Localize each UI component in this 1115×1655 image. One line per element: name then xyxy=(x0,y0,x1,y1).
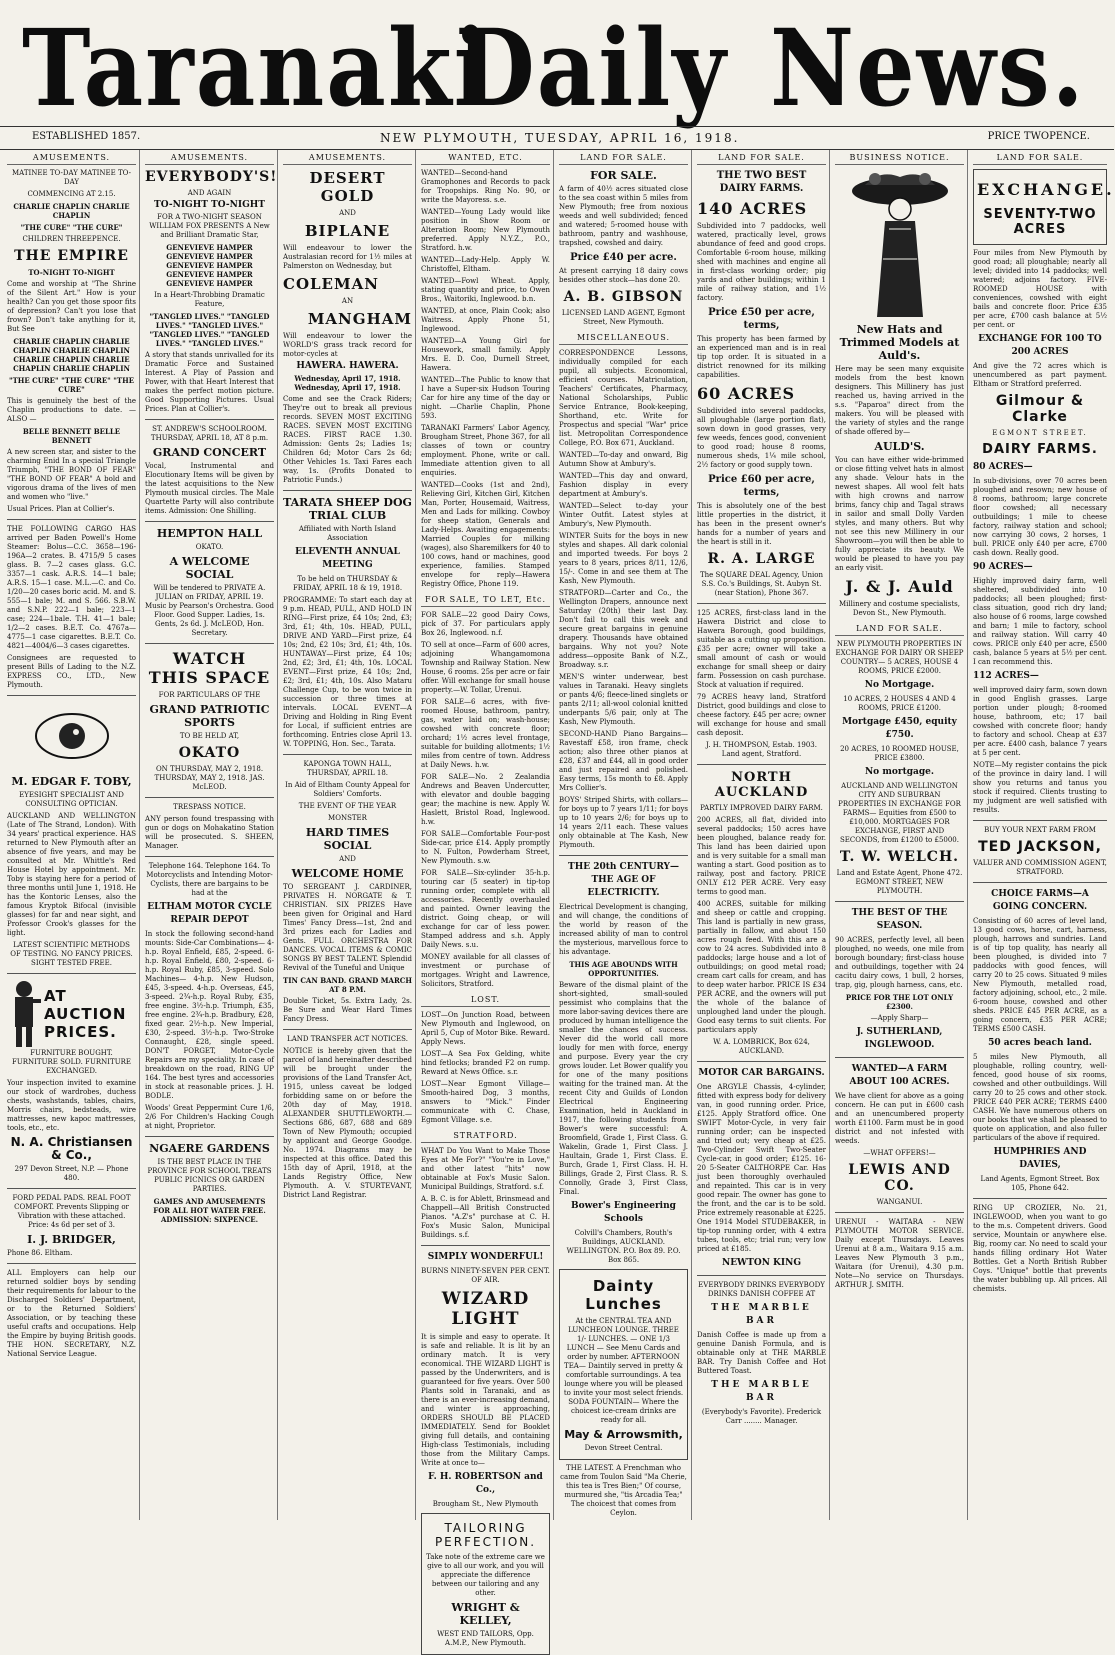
classified-ad: FOR SALE—22 good Dairy Cows, pick of 37. For particulars apply Box 26, Inglewood. n.f. xyxy=(421,611,550,637)
column-7 xyxy=(832,150,968,1520)
classified-ad: SECOND-HAND Piano Bargains—Ravestaff £58, iron frame, check action; also three other pianos at £28, £37 and £44, all in good order and just repaired and polished. Easy terms, 15s month to £8. Apply Mrs Collier's. xyxy=(559,730,688,792)
ad-heading: N. A. Christiansen & Co., xyxy=(10,1135,133,1162)
classified-ad: LOST—On Junction Road, between New Plymouth and Inglewood, on April 5, Cup of Motor Bike. Reward. Apply News. xyxy=(421,1011,550,1046)
masthead-word-taranaki: Taranaki xyxy=(22,6,491,131)
ad-heading: GRAND CONCERT xyxy=(152,446,267,459)
ad-heading: EXCHANGE. xyxy=(977,180,1115,199)
ad-text: PROGRAMME: To start each day at 9 p.m. HEAD, PULL, AND HOLD IN RING—First prize, £4 10s; 2nd, £3; 3rd, £1; 4th, 10s. HEAD, PULL, DRIVE AND YARD—First prize, £4 10s; 2nd, £2 10s; 3rd, £1; 4th, 10s. HUNTAWAY—First prize, £4 10s; 2nd, £2; 3rd, £1; 4th, 10s. LOCAL EVENT—First prize, £4 10s; 2nd, £2; 3rd, £1; 4th, 10s. Also Mataru Challenge Cup, to be won twice in succession or three times at intervals. LOCAL EVENT—A Driving and Holding in Ring Event for Local, if sufficient entries are forthcoming. Entries close April 13. W. TOPPING, Hon. Sec., Tarata. xyxy=(283,596,412,748)
ad-text: THE FOLLOWING CARGO HAS arrived per Baden Powell's Home Steamer: Bolus—C.C. 3658—196-196A—2 crates. B. 4715/9 5 cases glass. B. 7—2 cases glass. G.C. 3357—1 cask. A.R.S. 14—1 bale; A.R.S. 15—1 case. M.L.—C. and Co. 1/20—20 cases boric acid. M. and S. 555—1 bale; M. and S. 566. S.B.W. and S.N.P. 222—1 bale; 223—1 case; 224—1bale. T.H. 41—1 bale; 1/2—2 cases. B.E.T. Co. 4767a—4775—1 case cigarettes. B.E.T. Co. 4821—4004/6—3 cases cigarettes. xyxy=(7,525,136,650)
ad-text: ANY person found trespassing with gun or dogs on Mohakatino Station will be prosecuted. S. SHEEN, Manager. xyxy=(145,815,274,850)
column-6 xyxy=(694,150,830,1520)
ad-text: TO-NIGHT TO-NIGHT xyxy=(154,200,265,210)
ad-text: Millinery and costume specialists, Devon St., New Plymouth. xyxy=(839,600,960,617)
ad-text: Electrical Development is changing, and will change, the conditions of the world by reason of the increased ability of man to control the mysterious, marvellous force to his advantage. xyxy=(559,903,688,956)
ad-text: FURNITURE BOUGHT. FURNITURE SOLD. FURNITURE EXCHANGED. xyxy=(12,1049,131,1075)
classified-ad: MEN'S winter underwear, best values in Taranaki. Heavy singlets or pants 4/6; fleece-lined singlets or pants 2/11; all-wool colonial knitted underpants 5/6 pair, only at The Kash, New Plymouth. xyxy=(559,673,688,726)
section-heading: MISCELLANEOUS. xyxy=(559,330,688,345)
ad-text: CHARLIE CHAPLIN CHARLIE CHAPLIN CHARLIE CHAPLIN CHARLIE CHAPLIN CHARLIE CHAPLIN CHARLIE CHAPLIN xyxy=(13,337,130,373)
classified-ad: WANTED—Cooks (1st and 2nd), Relieving Girl, Kitchen Girl, Kitchen Man, Porter, Housemaid, Waitress, Men and Lads for milking. Cowboy for sheep station, Generals and Lady-Helps. Awaiting engagements: Married Couples for milking (wages), also Sharemilkers for 40 to 100 cows, hand or machines, good experience, families. Stamped envelope for reply—Hawera Registry Office, Phone 119. xyxy=(421,481,550,588)
ad-text: Affiliated with North Island Association xyxy=(298,525,397,542)
ad-text: And give the 72 acres which is unencumbered as part payment. Eltham or Stratford preferred. xyxy=(973,362,1107,388)
ad-heading: Price £60 per acre, terms, xyxy=(708,474,815,498)
ad-text: Colvill's Chambers, Routh's Buildings, AUCKLAND. WELLINGTON. P.O. Box 89. P.O. Box 865. xyxy=(566,1229,681,1264)
columns xyxy=(4,150,1115,1647)
ad-text: 5 miles New Plymouth, all ploughable, rolling country, well-fenced, good house of six rooms, cowshed and other outbuildings. Will carry 20 to 25 cows and other stock. PRICE £40 PER ACRE; TERMS £400 CASH. We have numerous others on our books that we shall be pleased to quote on application, and also fuller particulars of the above if required. xyxy=(973,1053,1107,1142)
ad-text: RING UP CROZIER, No. 21, INGLEWOOD, when you want to go to the m.s. Competent drivers. Good service, Mountain or anywhere else. Big, roomy car. No need to scald your hands filling ordinary Hot Water Bottles. Get a North British Rubber Coys. "Unique" bottle that prevents the water bubbling up. All prices. All chemists. xyxy=(973,1204,1107,1293)
ad-text: One ARGYLE Chassis, 4-cylinder, fitted with express body for delivery van, in good running order. Price, £125. Apply Stratford office. One SWIFT Motor-Cycle, in very fair running order; can be inspected and tried out; very cheap at £25. Two-Cylinder Swift Two-Seater Cycle-car, in good order; £125. 16-20 5-Seater CALTHORPE Car. Has just been thoroughly overhauled and repainted. This car is in very good repair. The owner has gone to the front, and the car is to be sold. Price extremely reasonable at £225. One 1914 Model STUDEBAKER, in tip-top running order, with 4 extra tubes, tools, etc; trial run; very low priced at £185. xyxy=(697,1083,826,1253)
classified-ad: TO sell at once—Farm of 600 acres, adjoining Whangamomona Township and Railway Station. New House, 6 rooms. 25s per acre or fair offer. Will exchange for small house property.—W. Tollar, Urenui. xyxy=(421,641,551,694)
ad-heading: LEWIS AND CO. xyxy=(848,1162,951,1194)
ad-text: Consignees are requested to present Bills of Lading to the N.Z. EXPRESS CO., LTD., New Plymouth. xyxy=(7,654,136,689)
ad-heading: THE BEST OF THE SEASON. xyxy=(851,908,948,931)
ad-text: —WHAT OFFERS!— xyxy=(863,1149,936,1157)
ad-text: AND xyxy=(339,855,356,863)
divider xyxy=(7,695,136,696)
ad-heading: NEWTON KING xyxy=(721,1258,802,1268)
section-heading: LAND FOR SALE. xyxy=(835,621,964,636)
ad-text: Highly improved dairy farm, well sheltered, subdivided into 10 paddocks; all been ploughed; first-class situation, good rich dry land; also house of 6 rooms, large cowshed and barn; 1 mile to factory, school and railway station. Will carry 40 cows. PRICE only £40 per acre, £500 cash, balance 5 years at 5½ per cent. I can recommend this. xyxy=(973,577,1107,666)
ad-heading: EVERYBODY'S! xyxy=(145,169,278,185)
ad-text: well improved dairy farm, sown down in good English grasses. Large portion under plough; 8-roomed house, bathroom, etc; 17 bail cowshed with concrete floor; handy to factory and school. Cheap at £37 per acre. £400 cash, balance 7 years at 5 per cent. xyxy=(973,686,1107,757)
dateline xyxy=(0,126,1114,150)
ad-text: You can have either wide-brimmed or close fitting velvet hats in almost any shade. Velour hats in the newest shapes. All wool felt hats with high crowns and narrow brims, fancy chip and Tagal straws in sailor and small Dolly Varden styles, and many others. But why not see this new Millinery in our Showroom—you will then be able to fully appreciate its beauty. We would be pleased to have you pay an early visit. xyxy=(835,456,964,572)
ad-heading: CHOICE FARMS—A GOING CONCERN. xyxy=(991,889,1089,912)
ad-text: TO SERGEANT J. CARDINER, PRIVATES H. NORGATE & T. CHRISTIAN. SIX PRIZES Have been given for Original and Hard Times' Fancy Dress—1st, 2nd and 3rd prizes each for Ladies and Gents. FULL ORCHESTRA FOR DANCES. VOCAL ITEMS & COMIC SONGS BY BEST TALENT. Splendid Revival of the Tuneful and Unique xyxy=(283,883,412,972)
classified-ad: WANTED—Select to-day your Winter Outfit. Latest styles at Ambury's, New Plymouth. xyxy=(559,502,688,528)
classified-ad: FOR SALE—6 acres, with five-roomed House, bathroom, pantry, gas, water laid on; wash-house; cowshed with concrete floor; orchard; 1½ acres level frontage, suitable for building allotments; 1½ miles from centre of town. Address at Daily News. h.w. xyxy=(421,698,550,769)
ad-text: COMMENCING AT 2.15. xyxy=(27,190,116,198)
ad-text: 10 ACRES, 2 HOUSES 4 AND 4 ROOMS, PRICE £1200. xyxy=(843,695,956,712)
ad-text: EYESIGHT SPECIALIST AND CONSULTING OPTICIAN. xyxy=(19,791,124,808)
exchange-ad xyxy=(973,169,1115,245)
ad-heading: TARATA SHEEP DOG TRIAL CLUB xyxy=(283,496,412,522)
ad-heading: Dainty Lunches xyxy=(585,1277,662,1313)
ad-text: CHILDREN THREEPENCE. xyxy=(22,235,121,243)
divider xyxy=(145,1136,274,1137)
ad-text: CHARLIE CHAPLIN CHARLIE CHAPLIN xyxy=(13,202,130,220)
masthead-word-daily: Daily xyxy=(455,6,728,131)
column-4 xyxy=(418,150,554,1647)
classified-ad: WINTER Suits for the boys in new styles and shapes. All dark colonial and imported tweeds. For boys 2 years to 8 years, prices 8/11, 12/6, 15/-. Come in and see them at The Kash, New Plymouth. xyxy=(559,532,688,585)
ad-text: The SQUARE DEAL Agency, Union S.S. Co.'s Buildings, St. Aubyn St. (near Station), Phone 367. xyxy=(699,571,824,597)
ad-text: GAMES AND AMUSEMENTS FOR ALL HOT WATER FREE. ADMISSION: SIXPENCE. xyxy=(153,1197,266,1224)
divider xyxy=(973,882,1107,883)
ad-text: Beware of the dismal plaint of the short-sighted, small-souled pessimist who complains that the more labor-saving devices there are produced by human intelligence the smaller the chances of success. Never did the world call more loudly for men with force, energy and purpose. Every year the cry grows louder. Let Bower qualify you for one of the many positions waiting for the trained man. At the recent City and Guilds of London Electrical Engineering Examination, held in Auckland in 1917, the following students from Bower's were successful: A. Broomfield, Grade 1, First Class. G. Wakelin, Grade 1, First Class. J. Haultain, Grade 1, First Class. E. Burch, Grade 1, First Class. H. H. Billings, Grade 2, First Class. R. S. Connolly, Grade 3, First Class, Final. xyxy=(559,981,688,1196)
ad-text: URENUI - WAITARA - NEW PLYMOUTH MOTOR SERVICE. Daily except Thursdays. Leaves Urenui at 8 a.m., Waitara 9.15 a.m. Leaves New Plymouth 3 p.m., Waitara (for Urenui), 4.30 p.m. Note—No service on Thursdays. ARTHUR J. SMITH. xyxy=(835,1218,964,1289)
divider xyxy=(7,1188,136,1189)
ad-heading: 112 ACRES— xyxy=(973,671,1039,681)
ad-heading: New Hats and Trimmed Models at Auld's. xyxy=(839,323,960,362)
ad-text: OKATO. xyxy=(195,543,224,551)
ad-heading: A. B. GIBSON xyxy=(563,289,684,305)
ad-heading: FOR SALE. xyxy=(590,169,657,182)
classified-ad: BOYS' Striped Shirts, with collars—for boys up to 7 years 1/11; for boys up to 10 years 2/6; for boys up to 14 years 2/11 each. These values only obtainable at The Kash, New Plymouth. xyxy=(559,796,688,849)
ad-text: 297 Devon Street, N.P. — Phone 480. xyxy=(14,1165,129,1182)
divider xyxy=(421,1245,550,1246)
ad-text: BURNS NINETY-SEVEN PER CENT. OF AIR. xyxy=(421,1267,550,1284)
ad-text: MONSTER xyxy=(328,814,367,822)
classified-ad: WHAT Do You Want to Make Those Eyes at Me For?" "You're in Love," and other latest "hits" now obtainable at Fox's Music Salon. Municipal Buildings, Stratford. s.f. xyxy=(421,1147,550,1191)
ad-text: Take note of the extreme care we give to all our work, and you will appreciate the difference between our tailoring and any other. xyxy=(426,1553,545,1597)
ad-heading: ELTHAM MOTOR CYCLE REPAIR DEPOT xyxy=(147,902,272,925)
ad-text: Come and see the Crack Riders; They're out to break all previous records. SEVEN MOST EXCITING RACES. SEVEN MOST EXCITING RACES. FIRST RACE 1.30. Admission: Gents 2s; Ladies 1s; Children 6d; Motor Cars 2s 6d; Other Vehicles 1s. Taxi Fares each way, 1s. (Profits Donated to Patriotic Funds.) xyxy=(283,395,412,484)
ad-text: A new screen star, and sister to the charming Enid In a special Triangle Triumph, "THE BOND OF FEAR" "THE BOND OF FEAR" A bold and vigorous drama of the lives of men and women who "live." xyxy=(7,448,136,501)
divider xyxy=(973,820,1107,821)
divider xyxy=(7,519,136,520)
ad-heading: HEMPTON HALL xyxy=(156,527,263,540)
column-heading: LAND FOR SALE. xyxy=(697,150,826,165)
ad-text: This is genuinely the best of the Chaplin productions to date. — ALSO — xyxy=(7,397,136,423)
ad-heading: COLEMAN xyxy=(283,275,379,293)
ad-heading: THE EMPIRE xyxy=(14,248,129,264)
optician-eye-illustration xyxy=(32,701,112,771)
ad-heading: WRIGHT & KELLEY, xyxy=(451,1601,520,1627)
column-1 xyxy=(4,150,140,1520)
ad-heading: Gilmour & Clarke xyxy=(995,393,1085,425)
classified-ad: WANTED—Young Lady would like position in Show Room or Alteration Room; New Plymouth preferred. Apply N.Y.Z., P.O., Stratford. h.w. xyxy=(421,208,550,252)
ad-text: In stock the following second-hand mounts: Side-Car Combinations— 4-h.p. Royal Enfield, £85, 2-speed. 6-h.p. Royal Enfield, £80, 2-speed. 6-h.p. Royal Ruby, £85, 3-speed. Solo Machines— 4-h.p. New Hudson, £45, 3-speed. 4-h.p. Overseas, £45, 3-speed. 2¾-h.p. Royal Ruby, £35, free engine. 3½-h.p. Triumph, £35, free engine. 2¾-h.p. Bradbury, £28, fixed gear. 2½-h.p. New Imperial, £30, 2-speed. 3½-h.p. Two-Stroke Connaught, £28, single speed. DON'T FORGET, Motor-Cycle Repairs are my speciality. In case of breakdown on the road, RING UP 164. The best tyres and accessories in stock at reasonable prices. J. H. BODLE. xyxy=(145,930,275,1100)
millinery-lady-illustration xyxy=(845,169,955,319)
ad-heading: T. W. WELCH. xyxy=(839,849,960,865)
divider xyxy=(973,1198,1107,1199)
ad-text: Danish Coffee is made up from a genuine Danish Formula, and is obtainable only at THE MARBLE BAR. Try Danish Coffee and Hot Buttered Toast. xyxy=(697,1331,826,1375)
ad-text: AUCKLAND AND WELLINGTON (Late of The Strand, London). With 34 years' practical experience. HAS returned to New Plymouth after an absence of five years, and may be consulted at Mr. Whittle's Red House Hotel by appointment. Mr. Toby is staying here for a period of three months until June 1, 1918. He has the Kontoric Lenses, also the famous Kryptok Bifocal (invisible glasses) for far and near sight, and Professor Crook's glasses for the light. xyxy=(7,812,136,937)
ad-text: Vocal, Instrumental and Elocutionary Items will be given by the latest acquisitions to the New Plymouth musical circles. The Male Quartette Party will also contribute items. Admission: One Shilling. xyxy=(145,462,274,515)
ad-heading: 140 ACRES xyxy=(697,199,808,218)
classified-ad: WANTED, at once, Plain Cook; also Waitress. Apply Phone 51, Inglewood. xyxy=(421,307,550,333)
ad-text: Land and Estate Agent, Phone 472. EGMONT STREET, NEW PLYMOUTH. xyxy=(836,869,963,895)
classified-ad: MONEY available for all classes of investment or purchase of mortgages. Wright and Lawrence, Solicitors, Stratford. xyxy=(421,953,550,988)
ad-text: HAWERA. HAWERA. xyxy=(296,361,399,371)
divider xyxy=(835,901,964,902)
ad-text: At the CENTRAL TEA AND LUNCHEON LOUNGE. THREE 1/- LUNCHES. — ONE 1/3 LUNCH — See Menu Cards and order by number. AFTERNOON TEA— Daintily served in pretty & comfortable surroundings. A tea lounge where you will be pleased to invite your most select friends. SODA FOUNTAIN— Where the choicest ice-cream drinks are ready for all. xyxy=(563,1317,684,1424)
ad-heading: SEVENTY-TWO ACRES xyxy=(983,207,1097,237)
ad-text: Subdivided into 7 paddocks, well watered, practically level, grows abundance of feed and good crops. Comfortable 6-room house, milking shed with machines and engine all in first-class working order; pig yards and other buildings; within 1 mile of railway station, and 1½ factory. xyxy=(697,222,826,302)
tailoring-ad xyxy=(421,1513,550,1655)
classified-ad: WANTED—Fowl Wheat. Apply, stating quantity and price, to Owen Bros., Waitoriki, Inglewood. b.n. xyxy=(421,277,550,303)
column-8 xyxy=(970,150,1115,1520)
classified-ad: WANTED—The Public to know that I have a Super-six Hudson Touring Car for hire any time of the day or night. —Charlie Chaplin, Phone 593. xyxy=(421,376,550,420)
ad-text: Will endeavour to lower the WORLD'S grass track record for motor-cycles at xyxy=(283,332,412,358)
ad-text: MATINEE TO-DAY MATINEE TO-DAY xyxy=(12,169,131,186)
column-heading: AMUSEMENTS. xyxy=(283,150,412,165)
ad-heading: MANGHAM xyxy=(307,310,412,328)
ad-text: FORD PEDAL PADS. REAL FOOT COMFORT. Prevents Slipping or Vibration with these attached. Price: 4s 6d per set of 3. xyxy=(12,1194,131,1229)
ad-text: AND AGAIN xyxy=(187,189,232,197)
ad-text: WEST END TAILORS, Opp. A.M.P., New Plymouth. xyxy=(437,1630,534,1647)
ad-text: In sub-divisions, over 70 acres been ploughed and resown; new house of 8 rooms, bathroom; large concrete floor cowshed; all necessary outbuildings; 1 mile to cheese factory, railway station and school; now carrying 30 cows, 2 horses, 1 bull. PRICE only £40 per acre, £700 cash down. Really good. xyxy=(973,477,1107,557)
column-heading: WANTED, ETC. xyxy=(421,150,550,165)
ad-text: In Aid of Eltham County Appeal for Soldiers' Comforts. xyxy=(285,781,410,798)
ad-heading: Mortgage £450, equity £750. xyxy=(842,717,957,740)
ad-text: BUY YOUR NEXT FARM FROM xyxy=(984,826,1096,834)
ad-text: 90 ACRES, perfectly level, all been ploughed, no weeds, one mile from borough boundary; first-class house and outbuildings, together with 24 cacitu dairy cows, 1 bull, 2 horses, trap, gig, plough harness, cans, etc. xyxy=(835,936,964,989)
ad-text: We have client for above as a going concern. He can put in £600 cash and an unencumbered property worth £1100. Farm must be in good district and not infested with weeds. xyxy=(835,1092,964,1145)
ad-heading: AT AUCTION PRICES. xyxy=(44,987,127,1041)
ad-heading: AULD'S. xyxy=(874,440,925,453)
ad-text: "TANGLED LIVES." "TANGLED LIVES." "TANGLED LIVES." "TANGLED LIVES." "TANGLED LIVES." "TANGLED LIVES." xyxy=(149,312,270,348)
ad-text: Consisting of 60 acres of level land, 13 good cows, horse, cart, harness, plough, harrows and sundries. Land is of tip top quality, has nearly all been ploughed, is divided into 7 paddocks with good fences, will carry 20 to 25 cows. Situated 9 miles New Plymouth, metalled road, factory adjoining, school, etc., 2 mile. 6-room house, cowshed and other sheds. PRICE £45 PER ACRE, as a going concern, £35 PER ACRE; TERMS £500 CASH. xyxy=(973,917,1107,1033)
divider xyxy=(697,1061,826,1062)
ad-text: IS THE BEST PLACE IN THE PROVINCE FOR SCHOOL TREATS PUBLIC PICNICS OR GARDEN PARTIES. xyxy=(147,1158,272,1193)
ad-text: W. A. LOMBRICK, Box 624, AUCKLAND. xyxy=(713,1038,810,1055)
divider xyxy=(697,603,826,604)
classified-ad: WANTED—This day and onward, Fashion display in every department at Ambury's. xyxy=(559,472,688,498)
ad-text: "THE CURE" "THE CURE" xyxy=(20,223,123,232)
ad-heading: THE 20th CENTURY—THE AGE OF ELECTRICITY. xyxy=(568,862,679,898)
ad-text: This is absolutely one of the best little properties in the district, it has been in the present owner's hands for a number of years and the heart is still in it. xyxy=(697,502,826,546)
classified-ad: WANTED—Lady-Help. Apply W. Christoffel, Eltham. xyxy=(421,256,550,273)
ad-heading: May & Arrowsmith, xyxy=(564,1428,683,1441)
column-heading: BUSINESS NOTICE. xyxy=(835,150,964,165)
ad-heading: SIMPLY WONDERFUL! xyxy=(427,1252,544,1262)
divider xyxy=(283,754,412,755)
ad-text: To be held on THURSDAY & FRIDAY, APRIL 18 & 19, 1918. xyxy=(292,575,403,592)
classified-ad: FOR SALE—No. 2 Zealandia Andrews and Beaven Undercutter, with elevator and double bagging gear; the machine is new. Apply W. Haslett, Bristol Road, Inglewood. h.w. xyxy=(421,773,550,826)
ad-text: 20 ACRES, 10 ROOMED HOUSE, PRICE £3800. xyxy=(840,745,959,762)
ad-text: LICENSED LAND AGENT, Egmont Street, New Plymouth. xyxy=(561,309,686,326)
ad-heading: J. SUTHERLAND, INGLEWOOD. xyxy=(856,1027,943,1050)
ad-text: KAPONGA TOWN HALL, THURSDAY, APRIL 18. xyxy=(303,760,392,777)
ad-heading: 80 ACRES— xyxy=(973,462,1033,472)
ad-text: THE EVENT OF THE YEAR xyxy=(298,802,397,810)
established-text: ESTABLISHED 1857. xyxy=(32,131,141,142)
column-heading: AMUSEMENTS. xyxy=(7,150,136,165)
ad-heading: GRAND PATRIOTIC SPORTS xyxy=(149,703,270,729)
ad-heading: HARD TIMES SOCIAL xyxy=(305,826,390,852)
ad-text: THIS AGE ABOUNDS WITH OPPORTUNITIES. xyxy=(569,960,678,978)
section-heading: STRATFORD. xyxy=(421,1128,550,1143)
ad-heading: NORTH AUCKLAND xyxy=(714,770,809,800)
divider xyxy=(145,419,274,420)
ad-text: Will be tendered to PRIVATE A. JULIAN on FRIDAY, APRIL 19. Music by Pearson's Orchestra. Good Floor. Good Supper. Ladies, 1s. Gents, 2s 6d. J. McLEOD, Hon. Secretary. xyxy=(145,584,274,637)
ad-heading: A WELCOME SOCIAL xyxy=(169,555,250,581)
divider xyxy=(7,1263,136,1264)
column-heading: AMUSEMENTS. xyxy=(145,150,274,165)
ad-heading: THE TWO BEST DAIRY FARMS. xyxy=(716,170,807,194)
classified-ad: LOST—Near Egmont Village—Smooth-haired Dog, 3 months, answers to "Mick." Finder communicate with C. Chase, Egmont Village. s.e. xyxy=(421,1080,550,1124)
ad-text: 125 ACRES, first-class land in the Hawera District and close to Hawera Borough, good buildings, suitable as a cutting up proposition. £35 per acre; owner will take a small amount of cash or would exchange for small sheep or dairy farm. Possession on cash purchase. Stock at valuation if required. xyxy=(697,609,826,689)
ad-text: TIN CAN BAND. GRAND MARCH AT 8 P.M. xyxy=(283,976,412,994)
ad-heading: 90 ACRES— xyxy=(973,562,1033,572)
ad-text: A farm of 40½ acres situated close to the sea coast within 5 miles from New Plymouth; free from noxious weeds and well subdivided; fenced and watered; 5-roomed house with bathroom, pantry and washhouse, trapshed, cowshed and dairy. xyxy=(559,185,688,247)
ad-text: Woods' Great Peppermint Cure 1/6, 2/6 For Children's Hacking Cough at night, Proprietor. xyxy=(145,1104,274,1130)
ad-heading: WIZARD LIGHT xyxy=(441,1289,530,1329)
divider xyxy=(697,764,826,765)
classified-ad: LOST—A Sea Fox Gelding, white hind fetlocks; branded F2 on rump. Reward at News Office. s.r. xyxy=(421,1050,550,1076)
classified-ad: TARANAKI Farmers' Labor Agency, Brougham Street, Phone 367, for all classes of town or country employment. Phone, write or call. Immediate attention given to all enquiries. xyxy=(421,424,550,477)
ad-heading: THE MARBLE BAR xyxy=(711,1380,812,1403)
ad-heading: TED JACKSON, xyxy=(978,839,1102,855)
ad-text: (Everybody's Favorite). Frederick Carr ........ Manager. xyxy=(701,1408,822,1425)
ad-text: A story that stands unrivalled for its Dramatic Force and Sustained Interest. A Play of Passion and Power, with that Heart Interest that makes the perfect motion picture. Good Supporting Pictures. Usual Prices. Plan at Collier's. xyxy=(145,351,274,413)
ad-text: WANGANUI. xyxy=(876,1198,923,1206)
ad-text: PRICE FOR THE LOT ONLY £2300. xyxy=(845,993,954,1011)
divider xyxy=(145,797,274,798)
ad-text: Subdivided into several paddocks, all ploughable (large portion flat), sown down in good grasses, very few weeds, fences good, convenient to good road; house 8 rooms, numerous sheds, 1¼ mile school, 2½ factory or good supply town. xyxy=(697,407,826,469)
divider xyxy=(283,1029,412,1030)
ad-text: TO-NIGHT TO-NIGHT xyxy=(28,268,115,277)
ad-text: J. H. THOMPSON, Estab. 1903. Land agent, Stratford. xyxy=(706,741,817,758)
ad-text: FOR A TWO-NIGHT SEASON WILLIAM FOX PRESENTS A New and Brilliant Dramatic Star, xyxy=(149,213,270,239)
ad-heading: DESERT GOLD xyxy=(309,169,386,205)
column-3 xyxy=(280,150,416,1520)
ad-text: EVERYBODY DRINKS EVERYBODY DRINKS DANISH COFFEE AT xyxy=(698,1281,825,1298)
ad-heading: No mortgage. xyxy=(864,767,935,777)
ad-text: Come and worship at "The Shrine of the Silent Art." How is your health? Can you get those spoor fits of depression? Can't you lose that frown? Don't take anything for it, But See xyxy=(7,280,136,333)
ad-text: ALL Employers can help our returned soldier boys by sending their requirements for labour to the Discharged Soldiers' Department, or to the Returned Soldiers' Association, or by teaching these useful crafts and occupations. Help the Empire by buying British goods. THE HON. SECRETARY, N.Z. National Service League. xyxy=(7,1269,136,1358)
ad-text: It is simple and easy to operate. It is safe and reliable. It is lit by an ordinary match. It is very economical. THE WIZARD LIGHT is passed by the Underwriters, and is guaranteed for five years. Over 500 Plants sold in Taranaki, and as there is an ever-increasing demand, and winter is approaching, ORDERS SHOULD BE PLACED IMMEDIATELY. Send for Booklet giving full details, and containing High-class Testimonials, including those from the Military Camps. Write at once to— xyxy=(421,1333,550,1467)
divider xyxy=(7,973,136,974)
ad-text: This property has been farmed by an experienced man and is in real tip top order. It is situated in a district renowned for its milking capabilities. xyxy=(697,335,826,379)
ad-heading: MOTOR CAR BARGAINS. xyxy=(698,1068,825,1078)
ad-heading: Bower's Engineering Schools xyxy=(571,1201,676,1224)
classified-ad: WANTED—A Young Girl for Housework, small family. Apply Mrs. E. D. Coo, Durnell Street, Hawera. xyxy=(421,337,550,372)
auctioneer-figure-illustration xyxy=(7,979,41,1049)
ad-heading: ELEVENTH ANNUAL MEETING xyxy=(295,547,400,570)
divider xyxy=(559,855,688,856)
ad-text: EGMONT STREET. xyxy=(992,429,1088,437)
divider xyxy=(835,1057,964,1058)
ad-text: Brougham St., New Plymouth xyxy=(432,1500,539,1508)
ad-text: PARTLY IMPROVED DAIRY FARM. xyxy=(700,804,823,812)
ad-text: In a Heart-Throbbing Dramatic Feature, xyxy=(154,291,265,308)
price-text: PRICE TWOPENCE. xyxy=(987,131,1090,142)
divider xyxy=(145,856,274,857)
classified-ad: CORRESPONDENCE Lessons, individually compiled for each pupil, all subjects. Economical, efficient courses. Matriculation, Teachers' Certificates, Pharmacy, National Scholarships, Public Service Entrance, Book-keeping, Shorthand, etc. Write for Prospectus and special "War" price list. Metropolitan Correspondence College, P.O. Box 671, Auckland. xyxy=(559,349,688,447)
divider xyxy=(145,643,274,644)
ad-text: At present carrying 18 dairy cows besides other stock—has done 20. xyxy=(559,267,688,284)
column-heading: LAND FOR SALE. xyxy=(973,150,1107,165)
classified-ad: WANTED—Second-hand Gramophones and Records to pack for Troopships. Ring No. 90, or write the Mayoress. s.e. xyxy=(421,169,550,204)
divider xyxy=(835,1212,964,1213)
ad-text: Here may be seen many exquisite models from the best known designers. This Millinery has just reached us, having arrived in the s.s. "Paparoa" direct from the makers. You will be pleased with the variety of styles and the range of shade offered by— xyxy=(835,365,964,436)
masthead xyxy=(0,0,1114,131)
ad-text: ST. ANDREW'S SCHOOLROOM. THURSDAY, APRIL 18, AT 8 p.m. xyxy=(150,425,269,442)
ad-heading: WATCH THIS SPACE xyxy=(148,649,271,687)
ad-heading: DAIRY FARMS. xyxy=(982,442,1098,457)
ad-text: Will endeavour to lower the Australasian record for 1½ miles at Palmerston on Wednesday, but xyxy=(283,244,412,270)
ad-text: NOTE—My register contains the pick of the province in dairy land. I will show you returns and tanus you stock if required. Clients trusting to my judgment are well satisfied with results. xyxy=(973,761,1107,814)
ad-text: —Apply Sharp— xyxy=(870,1014,929,1022)
ad-text: Your inspection invited to examine our stock of wardrobes, duchess chests, washstands, tables, chairs, Morris chairs, bedsteads, wire mattresses, new kapoc mattresses, tools, etc., etc. xyxy=(7,1079,136,1132)
ad-text: TO BE HELD AT, xyxy=(179,732,240,740)
ad-text: 79 ACRES heavy land, Stratford District, good buildings and close to cheese factory. £45 per acre; owner will exchange for house and small cash deposit. xyxy=(697,693,826,737)
ad-text: Phone 86. Eltham. xyxy=(7,1249,73,1257)
ad-heading: J. & J. Auld xyxy=(845,577,954,596)
classified-ad: STRATFORD—Carter and Co., the Wellington Drapers, announce next Saturday (20th) their last Day. Don't fail to call this week and secure great bargains in genuine drapery. Thousands have obtained bargains. Why not you? Note address—opposite Bank of N.Z., Broadway. s.r. xyxy=(559,589,688,669)
ad-text: TRESPASS NOTICE. xyxy=(173,803,246,811)
ad-text: AUCKLAND AND WELLINGTON CITY AND SUBURBAN PROPERTIES IN EXCHANGE FOR FARMS— Equities from £500 to £10,000. MORTGAGES FOR EXCHANGE, FIRST AND SECONDS, from £1200 to £5000. xyxy=(838,782,961,844)
ad-text: "THE CURE" "THE CURE" "THE CURE" xyxy=(8,376,135,394)
auction-ad xyxy=(7,979,136,1049)
divider xyxy=(283,490,412,491)
ad-text: THE LATEST. A Frenchman who came from Toulon Said "Ma Cherie, this tea is Tres Bien;" Of course, murmured she, "tis Arcadia Tea;" The choicest that comes from Ceylon. xyxy=(560,1464,687,1517)
column-2 xyxy=(142,150,278,1520)
ad-heading: HUMPHRIES AND DAVIES, xyxy=(993,1147,1087,1170)
divider xyxy=(697,1275,826,1276)
classified-ad: FOR SALE—Comfortable Four-post Side-car, price £14. Apply promptly to N. Fulton, Powderham Street, New Plymouth. s.w. xyxy=(421,830,550,865)
ad-text: Devon Street Central. xyxy=(584,1444,663,1452)
place-date-text: NEW PLYMOUTH, TUESDAY, APRIL 16, 1918. xyxy=(380,131,740,145)
ad-text: FOR PARTICULARS OF THE xyxy=(158,691,261,699)
ad-heading: 60 ACRES xyxy=(697,384,796,403)
classified-ad: A. B. C. is for Ablett, Brinsmead and Chappell—All British Constructed Pianos. "A.Z's" purchase at C. H. Fox's Music Salon, Municipal Buildings. s.f. xyxy=(421,1195,550,1239)
ad-text: 200 ACRES, all flat, divided into several paddocks; 150 acres have been ploughed, balance ready for. This land has been dairied upon and is very suitable for a small man wanting a start. Good position as to railway, post and factory. PRICE ONLY £12 PER ACRE. Very easy terms to good man. xyxy=(697,816,826,896)
ad-text: LAND TRANSFER ACT NOTICES. xyxy=(287,1035,408,1043)
ad-text: GENEVIEVE HAMPER GENEVIEVE HAMPER GENEVIEVE HAMPER GENEVIEVE HAMPER GENEVIEVE HAMPER xyxy=(166,243,253,288)
ad-heading: I. J. BRIDGER, xyxy=(27,1233,116,1246)
ad-text: AN xyxy=(341,297,354,305)
ad-text: Usual Prices. Plan at Collier's. xyxy=(7,505,115,513)
ad-heading: OKATO xyxy=(178,745,241,761)
ad-text: Land Agents, Egmont Street. Box 105, Phone 642. xyxy=(980,1175,1100,1192)
classified-ad: WANTED—To-day and onward, Big Autumn Show at Ambury's. xyxy=(559,451,688,468)
classified-ad: FOR SALE—Six-cylinder 35-h.p. touring car (5 seater) in tip-top running order, complete with all accessories. Recently overhauled and painted. Owner leaving the district. Going cheap, or will exchange for car of less power. Stamped address and s.h. Apply Daily News. s.u. xyxy=(421,869,550,949)
ad-heading: WANTED—A FARM ABOUT 100 ACRES. xyxy=(849,1064,950,1087)
ad-heading: 50 acres beach land. xyxy=(988,1038,1092,1048)
divider xyxy=(145,521,274,522)
ad-text: Wednesday, April 17, 1918. Wednesday, April 17, 1918. xyxy=(294,374,401,392)
section-heading: LOST. xyxy=(421,992,550,1007)
lunches-ad xyxy=(559,1269,688,1460)
ad-text: 400 ACRES, suitable for milking and sheep or cattle and cropping. This land is partially in new grass, partially in fallow, and about 150 acres rough feed. With this are a cow to 24 acres. Subdivided into 8 paddocks; large house and a lot of outbuildings; on good metal road; cream cart calls for cream, and has to deep water harbor. PRICE IS £34 PER ACRE, and the owners will put the whole of the balance of unploughed land under the plough. Good easy terms to suit clients. For particulars apply xyxy=(697,900,826,1034)
ad-heading: EXCHANGE FOR 100 TO 200 ACRES xyxy=(978,334,1102,357)
ad-heading: TAILORING PERFECTION. xyxy=(434,1521,537,1549)
ad-heading: F. H. ROBERTSON and Co., xyxy=(428,1472,543,1495)
ad-text: Telephone 164. Telephone 164. To Motorcyclists and Intending Motor-Cyclists, there are bargains to be had at the xyxy=(146,862,273,897)
ad-heading: THE MARBLE BAR xyxy=(711,1303,812,1326)
column-5 xyxy=(556,150,692,1520)
ad-heading: NGAERE GARDENS xyxy=(149,1142,270,1155)
ad-text: AND xyxy=(339,209,356,217)
column-heading: LAND FOR SALE. xyxy=(559,150,688,165)
ad-heading: R. A. LARGE xyxy=(707,551,816,567)
ad-heading: No Mortgage. xyxy=(864,680,935,690)
ad-heading: Price £40 per acre. xyxy=(570,252,677,263)
section-heading: FOR SALE, TO LET, Etc. xyxy=(421,592,550,607)
ad-heading: WELCOME HOME xyxy=(291,867,404,880)
ad-heading: BIPLANE xyxy=(304,222,391,240)
ad-text: BELLE BENNETT BELLE BENNETT xyxy=(22,427,121,445)
ad-heading: M. EDGAR F. TOBY, xyxy=(11,775,132,788)
ad-heading: Price £50 per acre, terms, xyxy=(708,307,815,331)
ad-text: ON THURSDAY, MAY 2, 1918. THURSDAY, MAY 2, 1918. JAS. McLEOD. xyxy=(154,765,265,791)
ad-text: NEW PLYMOUTH PROPERTIES IN EXCHANGE FOR DAIRY OR SHEEP COUNTRY— 5 ACRES, HOUSE 4 ROOMS, PRICE £2000. xyxy=(835,640,964,675)
ad-text: LATEST SCIENTIFIC METHODS OF TESTING. NO FANCY PRICES. SIGHT TESTED FREE. xyxy=(10,941,133,967)
ad-text: Four miles from New Plymouth by good road; all ploughable; nearly all level; divided into 14 paddocks; well watered; adjoins factory. FIVE-ROOMED HOUSE with conveniences, cowshed with eight bails and concrete floor. Price £35 per acre, £700 cash balance at 5½ per cent. or xyxy=(973,249,1107,329)
masthead-word-news: News. xyxy=(770,6,1086,131)
ad-text: NOTICE is hereby given that the parcel of land hereinafter described will be brought under the provisions of the Land Transfer Act, 1915, unless caveat be lodged forbidding same on or before the 20th day of May, 1918. ALEXANDER SHUTTLEWORTH.—Sections 686, 687, 688 and 689 Town of New Plymouth; occupied by applicant and George Goodge. No. 1974. Diagrams may be inspected at this office. Dated this 15th day of April, 1918, at the Lands Registry Office, New Plymouth. A. V. STURTEVANT, District Land Registrar. xyxy=(283,1047,412,1199)
ad-text: Double Ticket, 5s. Extra Lady, 2s. Be Sure and Wear Hard Times Fancy Dress. xyxy=(283,997,412,1023)
ad-text: VALUER AND COMMISSION AGENT, STRATFORD. xyxy=(973,859,1107,876)
